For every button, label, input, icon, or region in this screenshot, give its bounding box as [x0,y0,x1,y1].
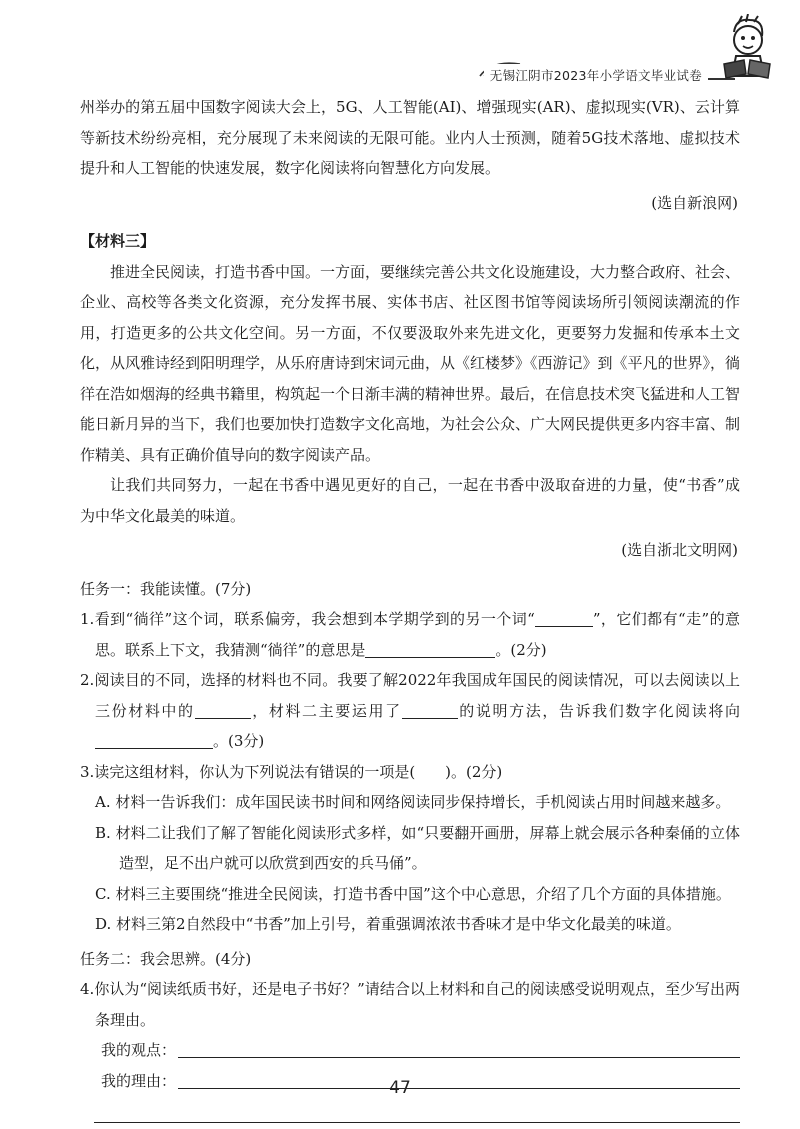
q2-text-c: 的说明方法，告诉我们数字化阅读将向 [457,701,740,720]
page-header [0,0,800,90]
question-1 [80,604,740,665]
material2-source: (选自新浪网) [651,193,738,212]
material2-paragraph: 州举办的第五届中国数字阅读大会上，5G、人工智能(AI)、增强现实(AR)、虚拟现实(VR)、云计算等新技术纷纷亮相，充分展现了未来阅读的无限可能。业内人士预测，随着5G技术落地、虚拟技术提升和人工智能的快速发展，数字化阅读将向智慧化方向发展。 [80,98,740,177]
q2-text-d: 。(3分) [213,732,265,750]
q1-text-b: ”，它们都有“走”的意思。联系上下文，我猜测“徜徉”的意思是 [95,610,740,659]
question-3-stem: 3.读完这组材料，你认为下列说法有错误的一项是( )。(2分) [80,762,503,781]
task1-title: 任务一：我能读懂。(7分) [80,579,252,598]
q2-blank-method[interactable] [402,700,458,719]
q1-blank-meaning[interactable] [365,639,495,658]
q3-option-d[interactable]: D. 材料三第2自然段中“书香”加上引号，着重强调浓浓书香味才是中华文化最美的味道。 [95,915,681,933]
task2-title: 任务二：我会思辨。(4分) [80,949,252,968]
reason-label: 我的理由： [101,1071,177,1090]
q3-option-a[interactable]: A. 材料一告诉我们：成年国民读书时间和网络阅读同步保持增长，手机阅读占用时间越来越多。 [95,793,731,811]
q1-text-c: 。(2分) [495,640,547,659]
q3-option-b[interactable]: B. 材料二让我们了解了智能化阅读形式多样，如“只要翻开画册，屏幕上就会展示各种秦俑的立体造型，足不出户就可以欣赏到西安的兵马俑”。 [95,823,740,872]
question-4-stem: 4.你认为“阅读纸质书好，还是电子书好？”请结合以上材料和自己的阅读感受说明观点，至少写出两条理由。 [80,980,740,1029]
q3-option-c[interactable]: C. 材料三主要围绕“推进全民阅读，打造书香中国”这个中心意思，介绍了几个方面的具体措施。 [95,884,731,903]
q1-blank-word[interactable] [535,608,593,627]
viewpoint-blank[interactable] [178,1035,740,1058]
viewpoint-label: 我的观点： [101,1041,177,1059]
q2-blank-direction[interactable] [95,730,213,749]
viewpoint-answer-line[interactable] [80,1035,740,1066]
q2-text-a: 2.阅读目的不同，选择的材料也不同。我要了解2022年我国成年国民的阅读情况，可以去阅读以上三份材料中的 [80,671,740,720]
q1-text-a: 1.看到“徜徉”这个词，联系偏旁，我会想到本学期学到的另一个词“ [80,610,535,628]
cartoon-boy-reading-icon [716,14,778,84]
material3-paragraph-2: 让我们共同努力，一起在书香中遇见更好的自己，一起在书香中汲取奋进的力量，使“书香”成为中华文化最美的味道。 [80,476,740,525]
material3-title: 【材料三】 [80,232,156,250]
material3-source: (选自浙北文明网) [621,541,738,559]
header-title: 无锡江阴市2023年小学语文毕业试卷 [484,64,708,86]
question-2 [80,665,740,757]
page-content [80,92,740,1123]
reason-extra-line[interactable] [94,1096,740,1123]
material3-paragraph-1: 推进全民阅读，打造书香中国。一方面，要继续完善公共文化设施建设，大力整合政府、社会、企业、高校等各类文化资源，充分发挥书展、实体书店、社区图书馆等阅读场所引领阅读潮流的作用，打造更多的公共文化空间。另一方面，不仅要汲取外来先进文化，更要努力发掘和传承本土文化，从风雅诗经到阳明理学，从乐府唐诗到宋词元曲，从《红楼梦》《西游记》到《平凡的世界》，徜徉在浩如烟海的经典书籍里，构筑起一个日渐丰满的精神世界。最后，在信息技术突飞猛进和人工智能日新月异的当下，我们也要加快打造数字文化高地，为社会公众、广大网民提供更多内容丰富、制作精美、具有正确价值导向的数字阅读产品。 [80,262,741,464]
q2-text-b: ，材料二主要运用了 [250,701,402,720]
q2-blank-material[interactable] [195,700,251,719]
page-number: 47 [389,1078,411,1098]
